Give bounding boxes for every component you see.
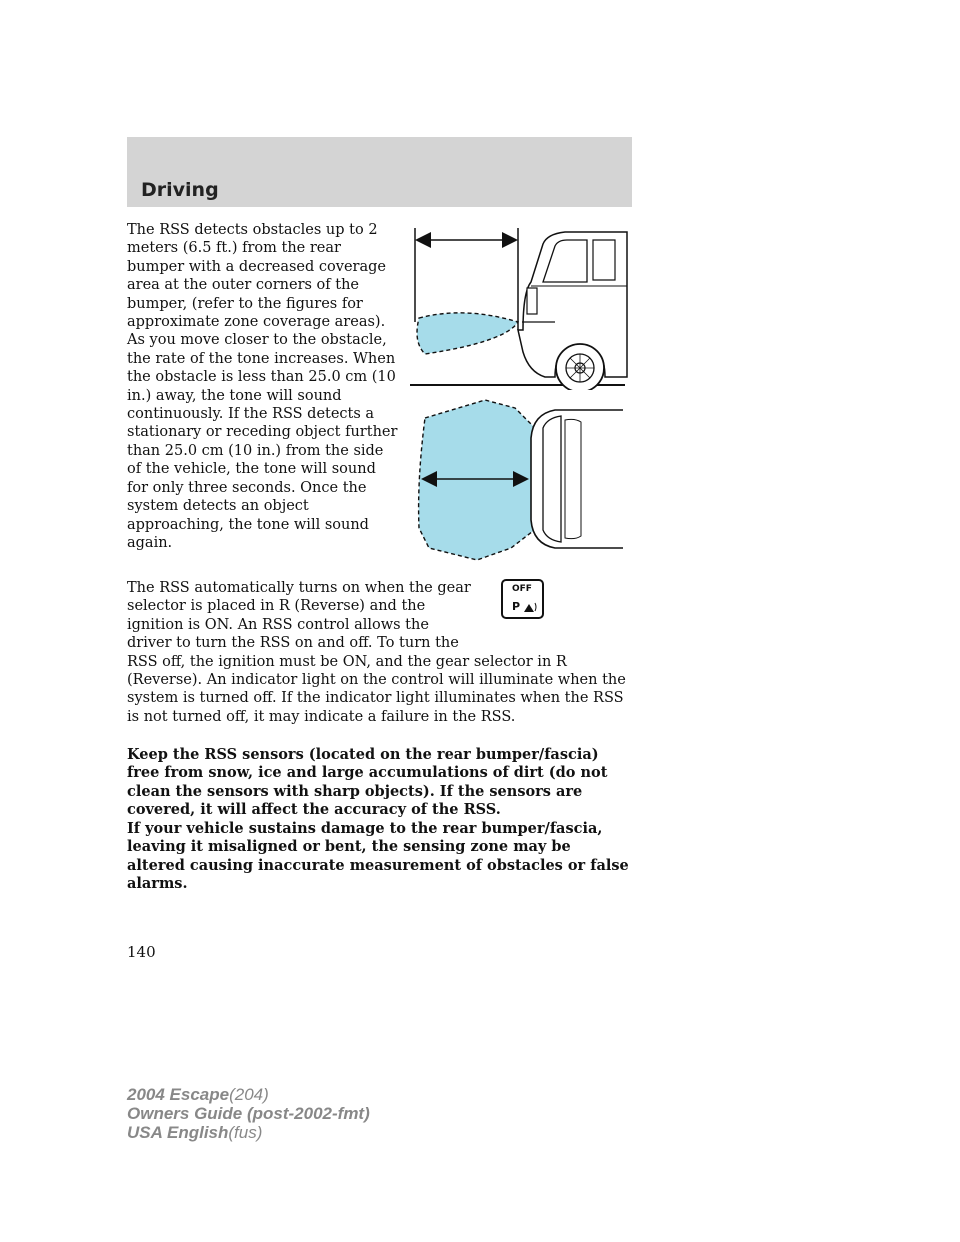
- rss-button-symbol: P: [512, 600, 521, 613]
- footer-model: 2004 Escape: [127, 1085, 230, 1104]
- footer-guide: Owners Guide (post-2002-fmt): [127, 1104, 370, 1123]
- footer-language: USA English: [127, 1123, 229, 1142]
- paragraph-rss-control-text: The RSS automatically turns on when the gear selector is placed in R (Reverse) and the ignition is ON. An RSS control allows the driver to turn the RSS on and off. To turn the RSS off, the ignition must be ON, and the gear selector in R (Reverse). An indicator light on the control will illuminate when the system is turned off. If the indicator light illuminates when the RSS is not turned off, it may indicate a failure in the RSS.: [127, 580, 626, 725]
- document-footer: [127, 1085, 370, 1142]
- paragraph-rss-control: [127, 579, 627, 726]
- warning-bumper-damage: If your vehicle sustains damage to the rear bumper/fascia, leaving it misaligned or bent, the sensing zone may be altered causing inaccurate measurement of obstacles or false alarms.: [127, 820, 629, 893]
- footer-language-code: (fus): [228, 1123, 263, 1142]
- section-header: [127, 137, 632, 207]
- page-number: 140: [127, 943, 156, 961]
- footer-model-code: (204): [229, 1085, 269, 1104]
- top-view-illustration: [415, 398, 627, 563]
- rss-button-label: OFF: [512, 584, 532, 594]
- side-view-illustration: [405, 222, 630, 390]
- paragraph-detection-range: The RSS detects obstacles up to 2 meters (6.5 ft.) from the rear bumper with a decreased coverage area at the outer corners of the bumper, (refer to the figures for approximate zone coverage areas). As you move closer to the obstacle, the rate of the tone increases. When the obstacle is less than 25.0 cm (10 in.) away, the tone will sound continuously. If the RSS detects a stationary or receding object further than 25.0 cm (10 in.) from the side of the vehicle, the tone will sound for only three seconds. Once the system detects an object approaching, the tone will sound again.: [127, 222, 398, 551]
- section-title: Driving: [141, 179, 219, 201]
- warning-keep-sensors-clean: Keep the RSS sensors (located on the rear bumper/fascia) free from snow, ice and large accumulations of dirt (do not clean the sensors with sharp objects). If the sensors are covered, it will affect the accuracy of the RSS.: [127, 746, 608, 819]
